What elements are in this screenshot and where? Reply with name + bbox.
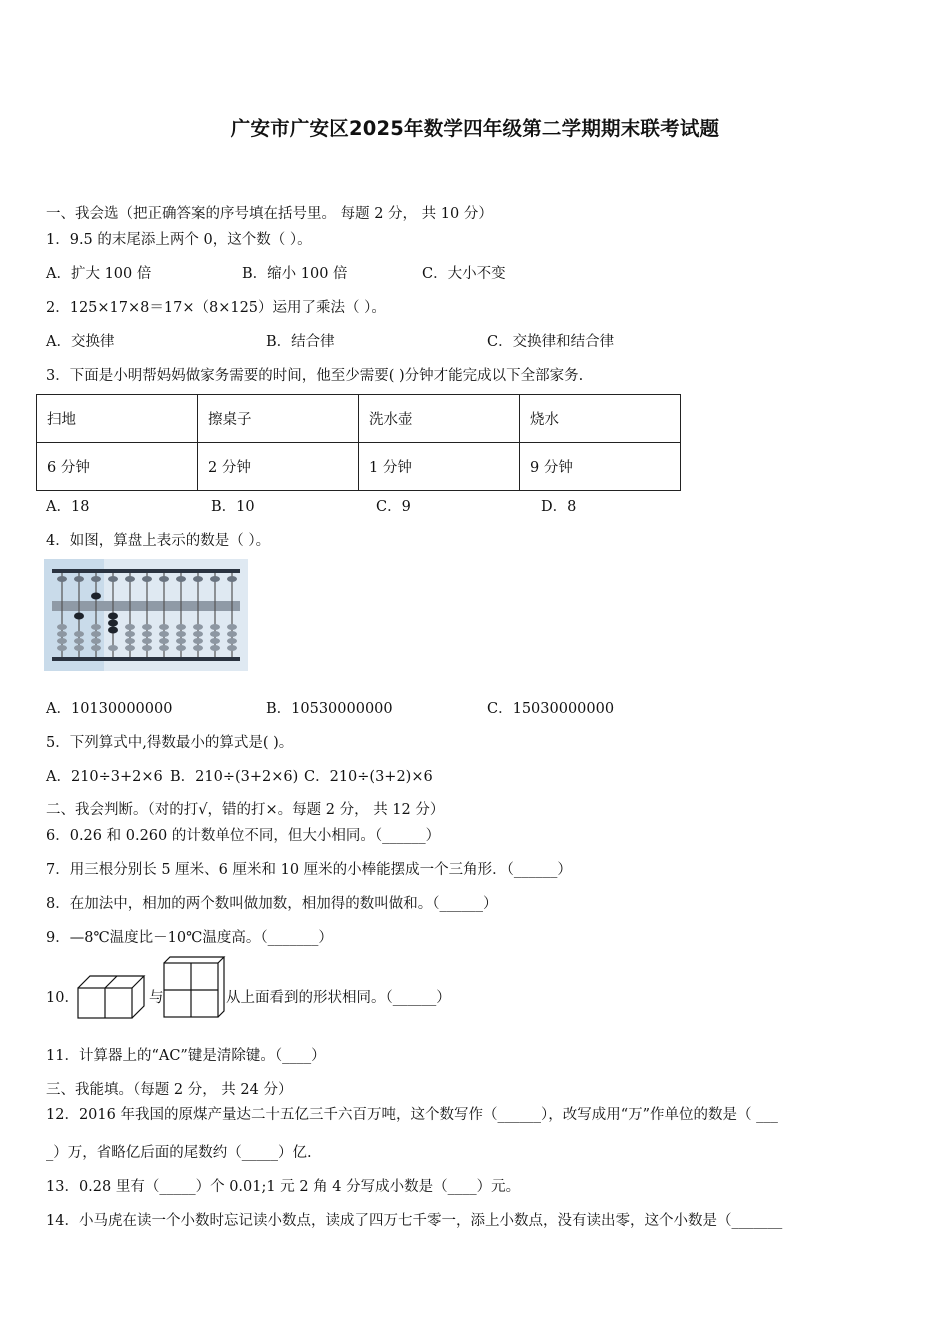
question-4-option-a: A．10130000000 [46,701,173,717]
table-header-cell: 扫地 [37,395,198,443]
table-cell: 9 分钟 [520,443,681,491]
section-2-heading: 二、我会判断。（对的打√，错的打×。每题 2 分， 共 12 分） [46,802,445,818]
section-3-heading: 三、我能填。（每题 2 分， 共 24 分） [46,1082,293,1098]
question-3-option-a: A．18 [46,499,90,515]
question-12-line-2: _）万，省略亿后面的尾数约（_____）亿. [46,1145,312,1161]
question-5-stem: 5．下列算式中,得数最小的算式是( )。 [46,735,294,751]
table-cell: 2 分钟 [198,443,359,491]
question-4-stem: 4．如图，算盘上表示的数是（ ）。 [46,533,271,549]
question-8: 8．在加法中，相加的两个数叫做加数，相加得的数叫做和。（______） [46,896,498,912]
question-11: 11．计算器上的“AC”键是清除键。（____） [46,1048,326,1064]
cube-figure-left [76,972,148,1020]
chores-table [36,394,681,491]
question-10-connector: 与 [149,990,164,1006]
question-3-option-c: C．9 [376,499,411,515]
question-3-stem: 3．下面是小明帮妈妈做家务需要的时间，他至少需要( )分钟才能完成以下全部家务. [46,368,584,384]
question-6: 6．0.26 和 0.260 的计数单位不同，但大小相同。（______） [46,828,441,844]
table-row [37,395,681,443]
question-2-option-b: B．结合律 [266,334,335,350]
cube-figure-right [162,955,226,1019]
table-cell: 1 分钟 [359,443,520,491]
question-14: 14．小马虎在读一个小数时忘记读小数点，读成了四万七千零一，添上小数点，没有读出零，这个小数是（_______ [46,1213,783,1229]
question-12-line-1: 12．2016 年我国的原煤产量达二十五亿三千六百万吨，这个数写作（______），改写成用“万”作单位的数是（ ___ [46,1107,778,1123]
question-9: 9．—8℃温度比－10℃温度高。（_______） [46,930,333,946]
question-3-option-d: D．8 [541,499,577,515]
section-1-heading: 一、我会选（把正确答案的序号填在括号里。 每题 2 分， 共 10 分） [46,206,493,222]
question-1-option-b: B．缩小 100 倍 [242,266,348,282]
question-1-option-a: A．扩大 100 倍 [46,266,152,282]
question-5-option-c: C．210÷(3+2)×6 [304,769,433,785]
table-row [37,443,681,491]
question-2-stem: 2．125×17×8＝17×（8×125）运用了乘法（ ）。 [46,300,386,316]
question-10-text: 从上面看到的形状相同。（______） [226,990,451,1006]
question-3-option-b: B．10 [211,499,255,515]
table-header-cell: 洗水壶 [359,395,520,443]
question-2-option-c: C．交换律和结合律 [487,334,615,350]
table-header-cell: 烧水 [520,395,681,443]
question-2-option-a: A．交换律 [46,334,115,350]
question-7: 7．用三根分别长 5 厘米、6 厘米和 10 厘米的小棒能摆成一个三角形．（______） [46,862,572,878]
question-10-number: 10． [46,990,79,1006]
question-1-option-c: C．大小不变 [422,266,506,282]
question-13: 13．0.28 里有（_____）个 0.01;1 元 2 角 4 分写成小数是（____）元。 [46,1179,521,1195]
question-1-stem: 1．9.5 的末尾添上两个 0，这个数（ ）。 [46,232,312,248]
abacus-image [44,559,248,671]
table-header-cell: 擦桌子 [198,395,359,443]
question-5-option-a: A．210÷3+2×6 [46,769,163,785]
question-4-option-c: C．15030000000 [487,701,615,717]
page-title: 广安市广安区2025年数学四年级第二学期期末联考试题 [230,117,720,140]
table-cell: 6 分钟 [37,443,198,491]
question-5-option-b: B．210÷(3+2×6) [170,769,299,785]
question-4-option-b: B．10530000000 [266,701,393,717]
